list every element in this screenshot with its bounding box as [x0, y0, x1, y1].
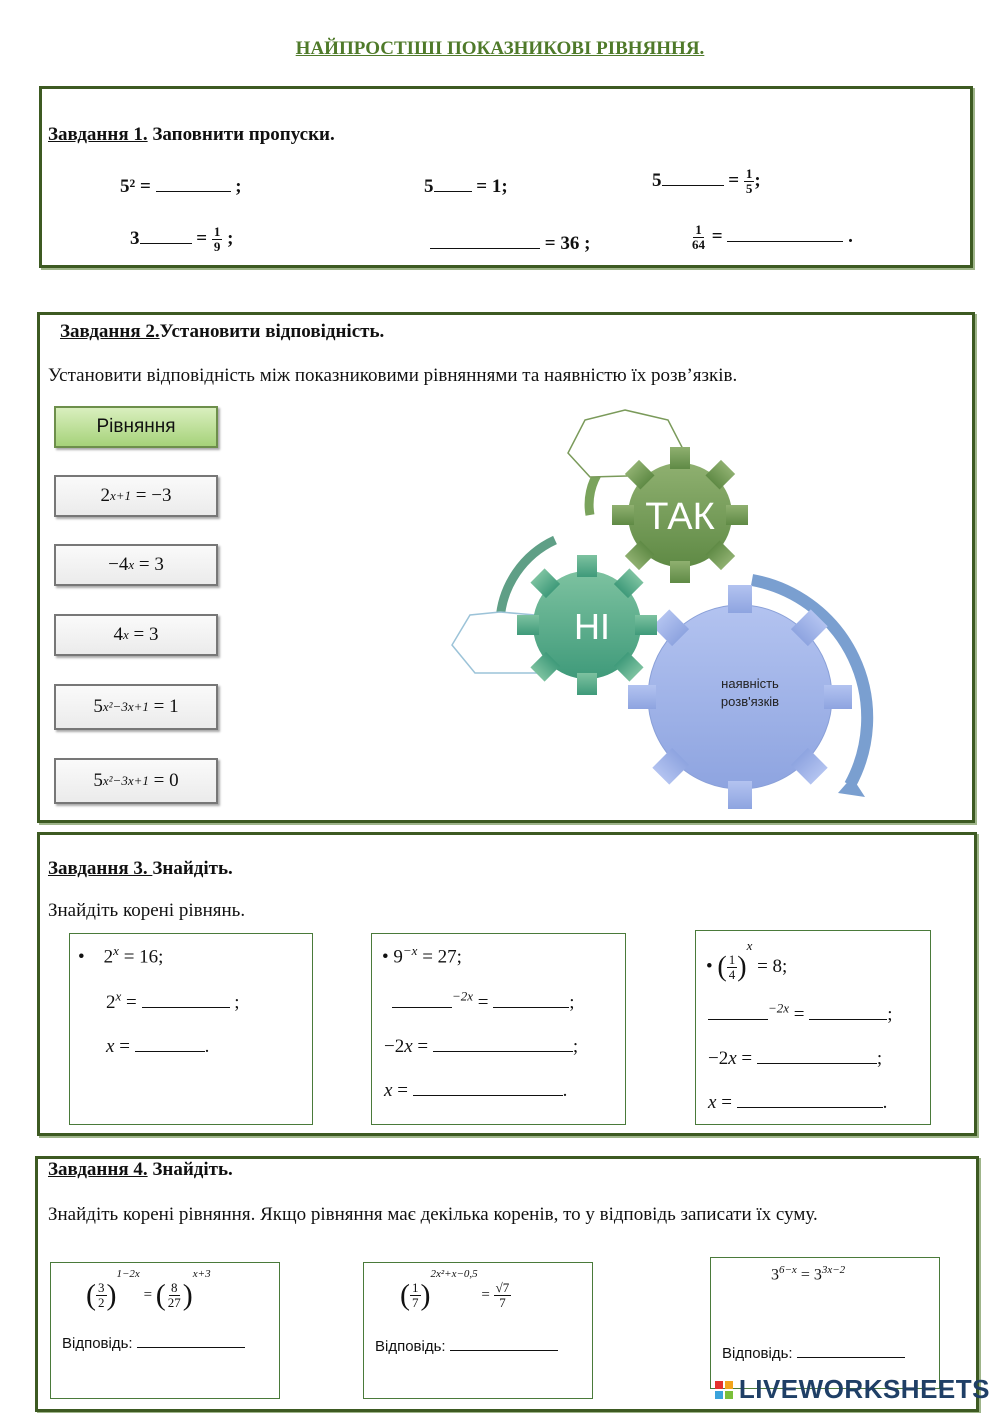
blank-input[interactable] — [430, 229, 488, 249]
blank-input[interactable] — [135, 1032, 205, 1052]
answer-input[interactable] — [450, 1335, 558, 1351]
blank-input[interactable] — [757, 1044, 877, 1064]
blank-input[interactable] — [413, 1076, 563, 1096]
blank-input[interactable] — [433, 1032, 573, 1052]
task3-instruction: Знайдіть корені рівнянь. — [48, 900, 246, 921]
gear-main-label: наявність розв'язків — [720, 676, 780, 710]
task3-col2-line3: −2x = ; — [384, 1032, 578, 1058]
equation-card-3[interactable]: 4 x = 3 — [54, 614, 218, 656]
task3-col2-line1: • $9^{-x} = 27$; — [382, 943, 462, 968]
gear-no-label: НІ — [574, 606, 610, 647]
task3-heading: Завдання 3. Знайдіть. — [48, 858, 233, 879]
task1-item-4: 3 = $\frac{1}{9}$ ; — [130, 223, 234, 255]
equation-card-5[interactable]: 5 x²−3x+1 = 0 — [54, 758, 218, 804]
task3-col2-line2: $^{-2x}$ = ; — [392, 988, 575, 1014]
blank-input[interactable] — [662, 166, 724, 186]
gear-yes-label: ТАК — [645, 496, 715, 538]
blank-input[interactable] — [795, 222, 843, 242]
task3-col2-line4: x = . — [384, 1076, 567, 1102]
blank-input[interactable] — [737, 1088, 883, 1108]
task3-col3-line3: −2x = ; — [708, 1044, 882, 1070]
liveworksheets-logo-icon — [715, 1381, 733, 1399]
equation-card-4[interactable]: 5 x²−3x+1 = 1 — [54, 684, 218, 730]
blank-input[interactable] — [140, 224, 192, 244]
task4-answer-3: Відповідь: — [722, 1342, 905, 1362]
task3-col1-line2: $2^x$ = ; — [106, 988, 240, 1013]
liveworksheets-watermark: LIVEWORKSHEETS — [715, 1374, 990, 1405]
answer-input[interactable] — [137, 1332, 245, 1348]
task1-heading: Завдання 1. Заповнити пропуски. — [48, 124, 335, 145]
task3-col3-line2: $^{-2x}$ = ; — [708, 1000, 893, 1026]
task1-item-6: $\frac{1}{64}$ = . — [692, 221, 853, 253]
task4-eq1: ( $\frac{3}{2}$ )$^{1-2x}$ = ( $\frac{8}{27}$ )$^{x+3}$ — [86, 1268, 211, 1312]
blank-input[interactable] — [156, 172, 231, 192]
task1-item-2: 5 = 1; — [424, 172, 508, 198]
task3-col1-line1: • $2^x = 16$; — [78, 943, 164, 968]
task3-col1-line3: x = . — [106, 1032, 209, 1058]
blank-input[interactable] — [392, 988, 452, 1008]
task1-item-3: 5 = $\frac{1}{5}$ ; — [652, 165, 761, 197]
equation-card-2[interactable]: −4 x = 3 — [54, 544, 218, 586]
answer-input[interactable] — [797, 1342, 905, 1358]
task2-instruction: Установити відповідність між показниковими рівняннями та наявністю їх розв’язків. — [48, 365, 738, 386]
equations-header: Рівняння — [54, 406, 218, 448]
blank-input[interactable] — [708, 1000, 768, 1020]
task1-item-5: = 36 ; — [430, 229, 590, 255]
task1-item-1: 5² = ; — [120, 172, 242, 198]
equation-card-1[interactable]: 2 x+1 = −3 — [54, 475, 218, 517]
gear-diagram — [440, 405, 900, 810]
task4-eq3: $3^{6-x} = 3^{3x-2}$ — [771, 1264, 846, 1284]
task4-heading: Завдання 4. Знайдіть. — [48, 1159, 233, 1180]
blank-input[interactable] — [493, 988, 569, 1008]
blank-input[interactable] — [142, 988, 230, 1008]
task2-heading: Завдання 2.Установити відповідність. — [60, 321, 385, 342]
blank-input[interactable] — [488, 229, 540, 249]
arrow-head — [838, 777, 865, 797]
blank-input[interactable] — [727, 222, 795, 242]
page-title: НАЙПРОСТІШІ ПОКАЗНИКОВІ РІВНЯННЯ. — [295, 38, 705, 59]
task4-answer-1: Відповідь: — [62, 1332, 245, 1352]
task4-answer-2: Відповідь: — [375, 1335, 558, 1355]
blank-input[interactable] — [434, 172, 472, 192]
task3-col3-line1: • ( $\frac{1}{4}$ )$^x$ = 8; — [706, 938, 788, 983]
blank-input[interactable] — [809, 1000, 887, 1020]
task3-col3-line4: x = . — [708, 1088, 887, 1114]
task4-instruction: Знайдіть корені рівняння. Якщо рівняння має декілька коренів, то у відповідь записати їх суму. — [48, 1204, 818, 1225]
task4-eq2: ( $\frac{1}{7}$ )$^{2x^2+x-0,5}$ = $\frac{√7}{7}$ — [400, 1268, 510, 1312]
